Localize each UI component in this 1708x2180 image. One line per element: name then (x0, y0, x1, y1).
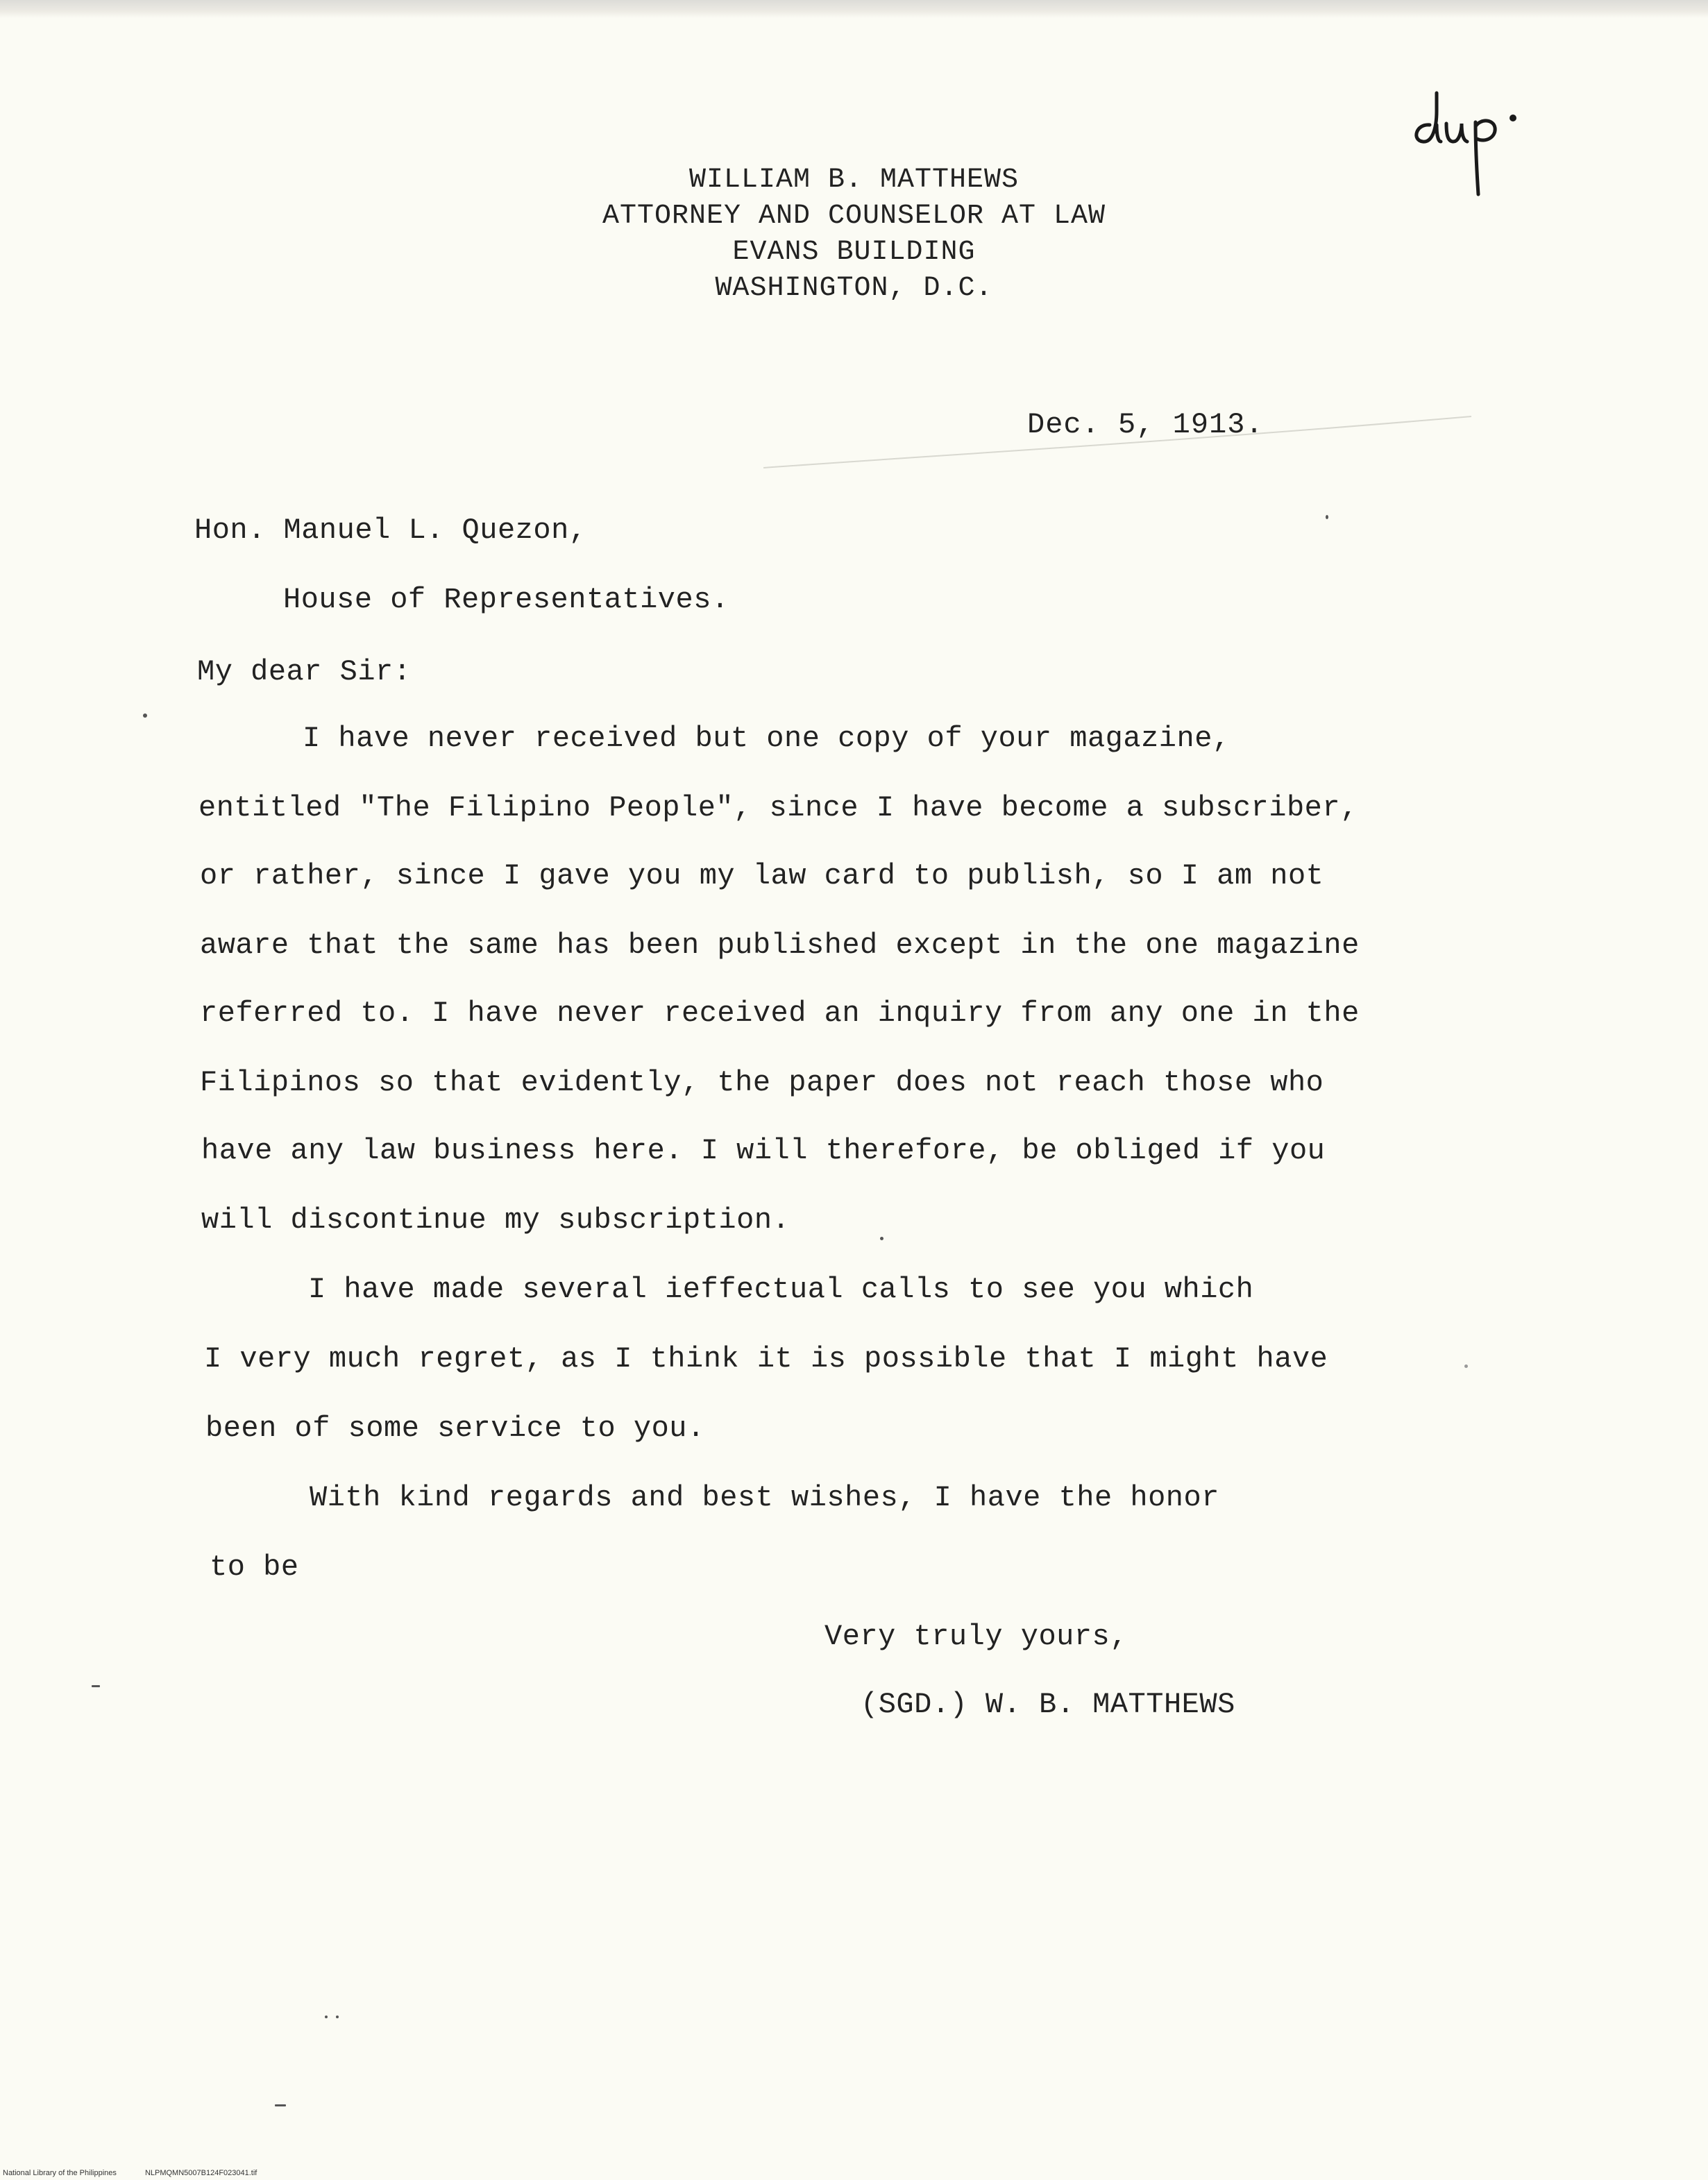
body-line: With kind regards and best wishes, I have the honor (310, 1481, 1219, 1514)
body-line: referred to. I have never received an inquiry from any one in the (200, 997, 1360, 1030)
body-line: I very much regret, as I think it is possible that I might have (204, 1342, 1328, 1376)
salutation: My dear Sir: (197, 655, 412, 688)
letterhead-building: EVANS BUILDING (732, 237, 976, 268)
scan-speck (92, 1685, 100, 1687)
body-line: I have made several ieffectual calls to see you which (308, 1273, 1254, 1306)
scan-speck (880, 1237, 883, 1240)
recipient-name: Hon. Manuel L. Quezon, (194, 514, 587, 547)
body-line: have any law business here. I will therefore, be obliged if you (201, 1134, 1326, 1167)
signature: (SGD.) W. B. MATTHEWS (861, 1688, 1235, 1721)
body-line: entitled "The Filipino People", since I have become a subscriber, (198, 791, 1358, 825)
recipient-office: House of Representatives. (283, 583, 729, 616)
closing: Very truly yours, (825, 1620, 1128, 1653)
body-line: I have never received but one copy of your magazine, (303, 722, 1231, 755)
letterhead-city: WASHINGTON, D.C. (715, 273, 993, 304)
body-line: to be (210, 1550, 299, 1584)
footer-filename: NLPMQMN5007B124F023041.tif (144, 2169, 257, 2177)
letter-date: Dec. 5, 1913. (1027, 408, 1264, 441)
scan-speck (1464, 1364, 1468, 1368)
scan-speck (1326, 515, 1328, 519)
body-line: Filipinos so that evidently, the paper does not reach those who (200, 1066, 1324, 1099)
letterhead-name: WILLIAM B. MATTHEWS (688, 164, 1020, 196)
body-line: been of some service to you. (205, 1412, 705, 1445)
scan-footer (3, 2169, 283, 2177)
body-line: will discontinue my subscription. (201, 1203, 790, 1237)
scan-speck (143, 713, 147, 718)
letterhead-title: ATTORNEY AND COUNSELOR AT LAW (602, 201, 1106, 232)
scan-speck (325, 2016, 328, 2018)
scan-speck (336, 2016, 339, 2018)
body-line: or rather, since I gave you my law card to publish, so I am not (200, 859, 1324, 893)
scan-speck (275, 2104, 286, 2106)
body-line: aware that the same has been published except in the one magazine (200, 929, 1360, 962)
footer-library: National Library of the Philippines (3, 2169, 117, 2177)
letterhead (0, 162, 1708, 307)
scan-top-edge (0, 0, 1708, 18)
